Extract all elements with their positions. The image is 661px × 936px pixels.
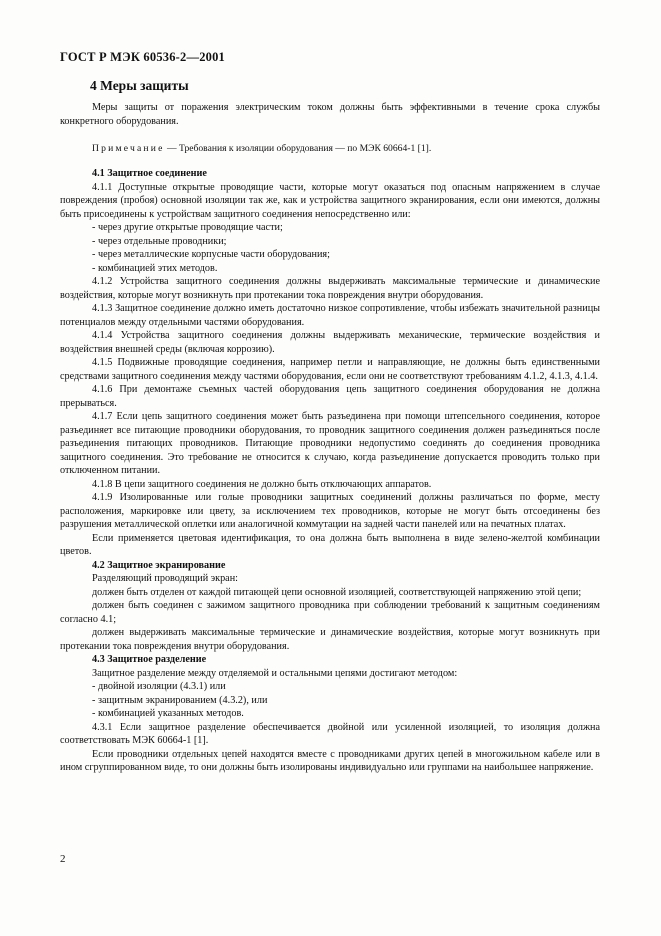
section-4-1 (60, 167, 600, 775)
paragraph-4-1-8: 4.1.8 В цепи защитного соединения не должно быть отключающих аппаратов. (92, 478, 432, 490)
heading-4-3: 4.3 Защитное разделение (92, 654, 207, 665)
list-item: - через металлические корпусные части оборудования; (92, 249, 330, 260)
paragraph-4-2-b: должен быть отделен от каждой питающей цепи основной изоляцией, соответствующей напряжению этой цепи; (92, 586, 582, 598)
section-heading: 4 Меры защиты (90, 78, 189, 93)
list-item: - защитным экранированием (4.3.2), или (92, 694, 268, 706)
document-header: ГОСТ Р МЭК 60536-2—2001 (60, 50, 225, 64)
paragraph-4-1-5: 4.1.5 Подвижные проводящие соединения, например петли и направляющие, не должны быть единственными средствами защитного соединения между частями оборудования, если они не соответствуют требованиям 4.1.2, 4.1.3, 4.1.4. (60, 357, 600, 382)
note-block (60, 142, 600, 156)
paragraph-4-1-2: 4.1.2 Устройства защитного соединения должны выдерживать максимальные термические и динамические воздействия, которые могут возникнуть при протекании тока повреждения внутри оборудования. (60, 276, 600, 301)
note-paragraph (60, 142, 600, 156)
note-label: Примечание (92, 143, 165, 154)
list-item: - комбинацией указанных методов. (92, 708, 244, 719)
paragraph-4-1-3: 4.1.3 Защитное соединение должно иметь достаточно низкое сопротивление, чтобы избежать значительной разницы потенциалов между отдельными частями оборудования. (60, 303, 600, 328)
page-number: 2 (60, 853, 66, 865)
paragraph-4-1-7: 4.1.7 Если цепь защитного соединения может быть разъединена при помощи штепсельного соединения, которое разъединяет все питающие проводники оборудования, то проводник защитного соединения должен разъединяться после разъединения питающих проводников. Питающие проводники недопустимо соединять до соединения проводника защитного соединения. Это требование не относится к случаю, когда разъединение допускается проводить только при отключенном питании. (60, 411, 600, 476)
paragraph-4-2-c: должен быть соединен с зажимом защитного проводника при соблюдении требований к защитным соединениям согласно 4.1; (60, 600, 600, 625)
list-item: - двойной изоляции (4.3.1) или (92, 681, 226, 692)
intro-paragraph: Меры защиты от поражения электрическим током должны быть эффективными в течение срока службы конкретного оборудования. (60, 102, 600, 127)
list-item: - комбинацией этих методов. (92, 262, 218, 274)
heading-4-2: 4.2 Защитное экранирование (92, 559, 226, 571)
heading-4-1: 4.1 Защитное соединение (92, 168, 207, 179)
paragraph-4-1-9: 4.1.9 Изолированные или голые проводники защитных соединений должны различаться по форме, месту расположения, маркировке или цвету, за исключением тех проводников, которые не могут быть отсоединены без разрушения металлической оплетки или аналогичной коммутации на задней части панелей или на печатных платах. (60, 492, 600, 530)
paragraph-4-2-d: должен выдерживать максимальные термические и динамические воздействия, которые могут возникнуть при протекании тока повреждения внутри оборудования. (60, 627, 600, 652)
paragraph-4-1-6: 4.1.6 При демонтаже съемных частей оборудования цепь защитного соединения оборудования не должна прерываться. (60, 384, 600, 409)
paragraph-4-3-b: Если проводники отдельных цепей находятся вместе с проводниками других цепей в многожильном кабеле или в ином сгруппированном виде, то они должны быть изолированы индивидуально или группами на наибольшее напряжение. (60, 748, 600, 773)
list-item: - через другие открытые проводящие части; (92, 222, 283, 233)
paragraph-4-1-4: 4.1.4 Устройства защитного соединения должны выдерживать механические, термические воздействия и воздействия внешней среды (включая коррозию). (60, 330, 600, 355)
paragraph-4-3-1: 4.3.1 Если защитное разделение обеспечивается двойной или усиленной изоляцией, то изоляция должна соответствовать МЭК 60664-1 [1]. (60, 721, 600, 746)
paragraph-4-3-a: Защитное разделение между отделяемой и остальными цепями достигают методом: (92, 667, 458, 679)
paragraph-color-id: Если применяется цветовая идентификация, то она должна быть выполнена в виде зелено-желтой комбинации цветов. (60, 532, 600, 557)
list-item: - через отдельные проводники; (92, 235, 227, 247)
intro-block (60, 101, 600, 128)
note-text: — Требования к изоляции оборудования — по МЭК 60664-1 [1]. (164, 143, 432, 154)
paragraph-4-1-1: 4.1.1 Доступные открытые проводящие части, которые могут оказаться под опасным напряжением в случае повреждения (пробоя) основной изоляции так же, как и устройства защитного экранирования, если они имеются, должны быть присоединены к устройствам защитного соединения непосредственно или: (60, 181, 600, 220)
paragraph-4-2-a: Разделяющий проводящий экран: (92, 573, 238, 584)
